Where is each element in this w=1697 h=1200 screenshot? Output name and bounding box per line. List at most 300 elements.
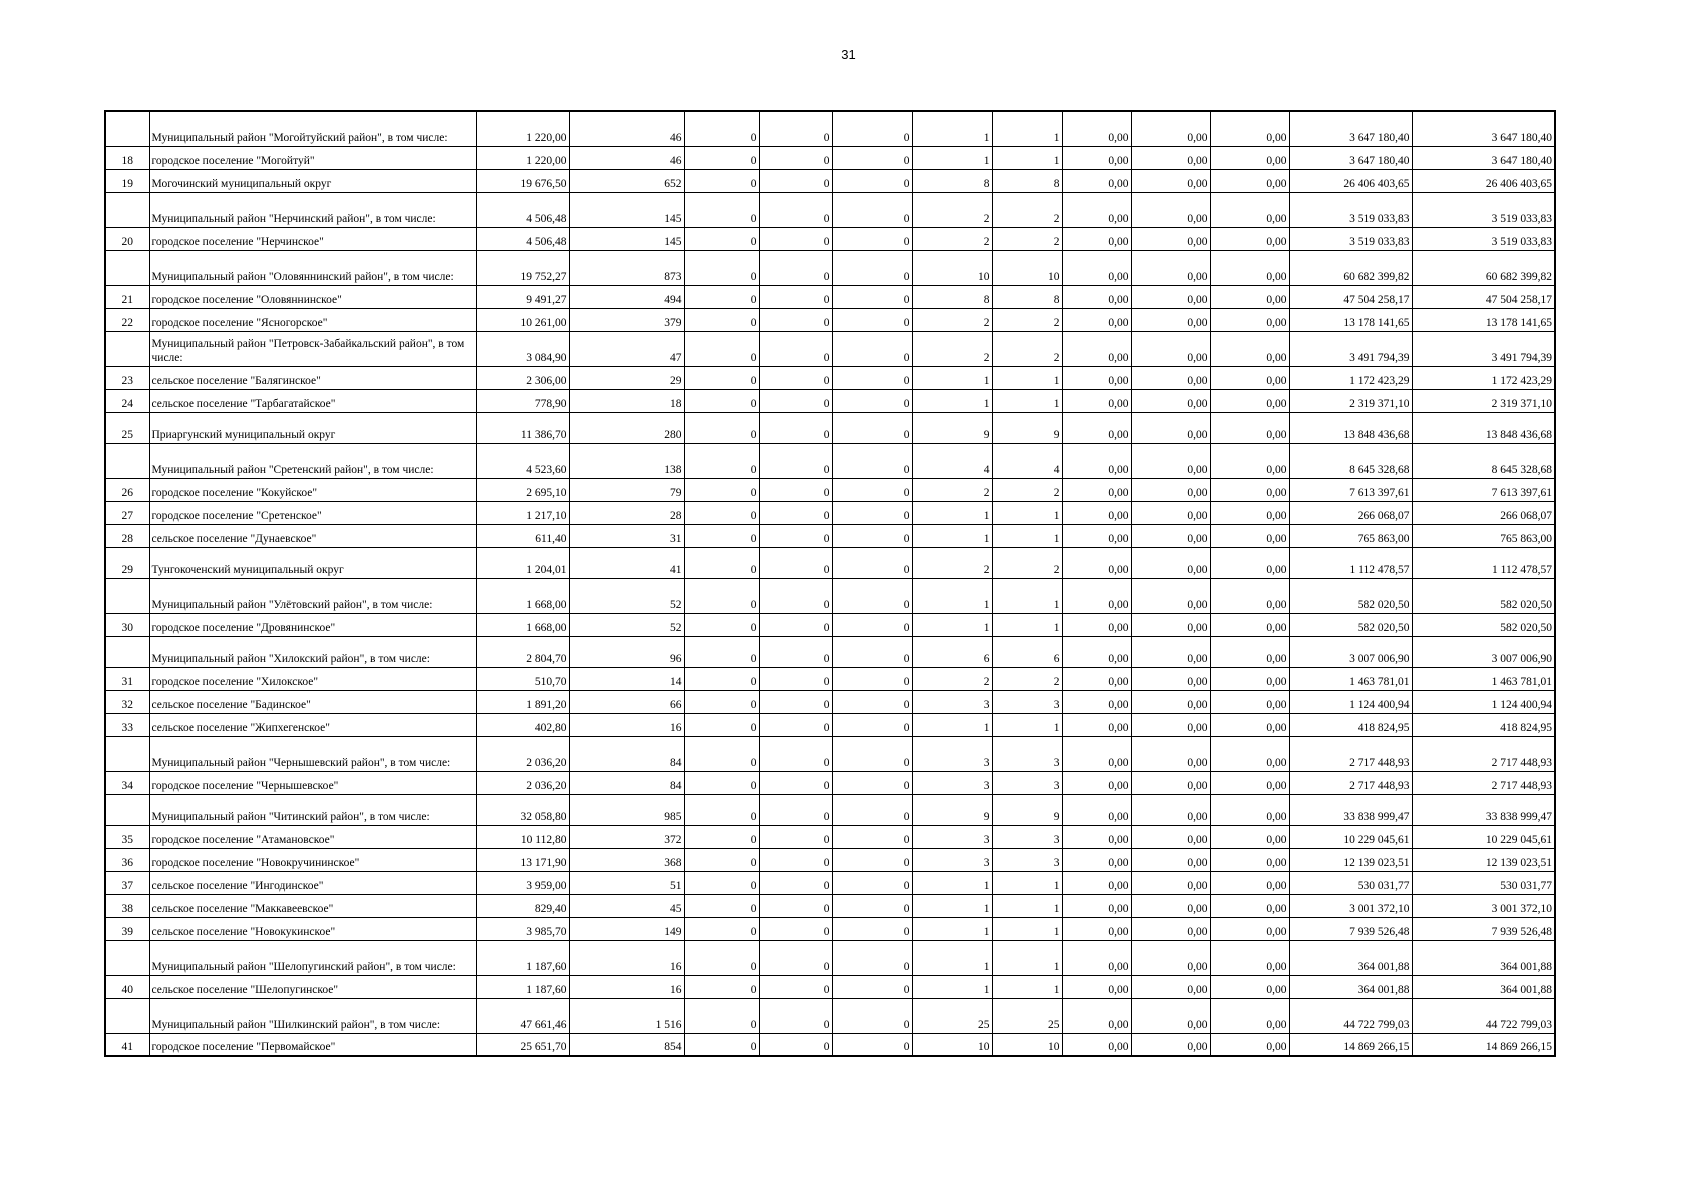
value-cell-11: 765 863,00: [1289, 524, 1412, 547]
municipality-name-cell: сельское поселение "Ингодинское": [149, 871, 476, 894]
value-cell-7: 2: [992, 667, 1062, 690]
table-row: [105, 501, 1555, 524]
value-cell-5: 0: [832, 547, 912, 578]
value-cell-9: 0,00: [1131, 524, 1210, 547]
value-cell-8: 0,00: [1062, 894, 1131, 917]
value-cell-4: 0: [759, 366, 832, 389]
value-cell-1: 2 036,20: [476, 736, 569, 771]
value-cell-12: 3 519 033,83: [1412, 227, 1555, 250]
value-cell-3: 0: [684, 192, 759, 227]
value-cell-11: 3 647 180,40: [1289, 111, 1412, 146]
value-cell-1: 510,70: [476, 667, 569, 690]
value-cell-11: 1 112 478,57: [1289, 547, 1412, 578]
value-cell-1: 4 506,48: [476, 227, 569, 250]
value-cell-10: 0,00: [1210, 894, 1289, 917]
value-cell-11: 13 178 141,65: [1289, 308, 1412, 331]
value-cell-1: 1 204,01: [476, 547, 569, 578]
value-cell-9: 0,00: [1131, 250, 1210, 285]
value-cell-7: 1: [992, 501, 1062, 524]
row-number-cell: 38: [105, 894, 149, 917]
value-cell-4: 0: [759, 501, 832, 524]
row-number-cell: 34: [105, 771, 149, 794]
value-cell-5: 0: [832, 613, 912, 636]
value-cell-1: 3 959,00: [476, 871, 569, 894]
value-cell-10: 0,00: [1210, 192, 1289, 227]
value-cell-8: 0,00: [1062, 848, 1131, 871]
value-cell-4: 0: [759, 308, 832, 331]
value-cell-12: 7 613 397,61: [1412, 478, 1555, 501]
value-cell-1: 3 084,90: [476, 331, 569, 366]
value-cell-10: 0,00: [1210, 636, 1289, 667]
value-cell-8: 0,00: [1062, 501, 1131, 524]
value-cell-10: 0,00: [1210, 389, 1289, 412]
value-cell-3: 0: [684, 578, 759, 613]
value-cell-6: 1: [912, 146, 992, 169]
value-cell-2: 29: [569, 366, 684, 389]
value-cell-5: 0: [832, 917, 912, 940]
value-cell-1: 1 217,10: [476, 501, 569, 524]
value-cell-1: 2 306,00: [476, 366, 569, 389]
value-cell-3: 0: [684, 389, 759, 412]
value-cell-11: 8 645 328,68: [1289, 443, 1412, 478]
value-cell-5: 0: [832, 975, 912, 998]
municipality-name-cell: Муниципальный район "Хилокский район", в том числе:: [149, 636, 476, 667]
value-cell-7: 3: [992, 736, 1062, 771]
value-cell-1: 10 261,00: [476, 308, 569, 331]
value-cell-8: 0,00: [1062, 443, 1131, 478]
value-cell-10: 0,00: [1210, 331, 1289, 366]
value-cell-7: 1: [992, 578, 1062, 613]
value-cell-4: 0: [759, 250, 832, 285]
value-cell-6: 1: [912, 366, 992, 389]
row-number-cell: [105, 794, 149, 825]
value-cell-3: 0: [684, 690, 759, 713]
row-number-cell: 39: [105, 917, 149, 940]
value-cell-8: 0,00: [1062, 192, 1131, 227]
value-cell-4: 0: [759, 443, 832, 478]
value-cell-6: 1: [912, 713, 992, 736]
value-cell-9: 0,00: [1131, 825, 1210, 848]
value-cell-8: 0,00: [1062, 871, 1131, 894]
report-table: [104, 110, 1556, 1057]
value-cell-1: 829,40: [476, 894, 569, 917]
value-cell-12: 3 491 794,39: [1412, 331, 1555, 366]
value-cell-12: 33 838 999,47: [1412, 794, 1555, 825]
value-cell-5: 0: [832, 501, 912, 524]
value-cell-6: 3: [912, 825, 992, 848]
value-cell-12: 3 007 006,90: [1412, 636, 1555, 667]
value-cell-2: 41: [569, 547, 684, 578]
value-cell-1: 2 695,10: [476, 478, 569, 501]
table-row: [105, 478, 1555, 501]
value-cell-4: 0: [759, 192, 832, 227]
value-cell-12: 3 647 180,40: [1412, 111, 1555, 146]
value-cell-3: 0: [684, 366, 759, 389]
value-cell-9: 0,00: [1131, 443, 1210, 478]
row-number-cell: 36: [105, 848, 149, 871]
table-row: [105, 713, 1555, 736]
value-cell-10: 0,00: [1210, 713, 1289, 736]
value-cell-5: 0: [832, 940, 912, 975]
value-cell-10: 0,00: [1210, 736, 1289, 771]
value-cell-9: 0,00: [1131, 917, 1210, 940]
value-cell-4: 0: [759, 524, 832, 547]
value-cell-9: 0,00: [1131, 412, 1210, 443]
value-cell-6: 25: [912, 998, 992, 1033]
value-cell-4: 0: [759, 771, 832, 794]
value-cell-8: 0,00: [1062, 547, 1131, 578]
value-cell-5: 0: [832, 412, 912, 443]
value-cell-4: 0: [759, 285, 832, 308]
value-cell-7: 1: [992, 366, 1062, 389]
value-cell-3: 0: [684, 501, 759, 524]
table-row: [105, 331, 1555, 366]
value-cell-6: 2: [912, 547, 992, 578]
municipality-name-cell: сельское поселение "Дунаевское": [149, 524, 476, 547]
value-cell-10: 0,00: [1210, 667, 1289, 690]
municipality-name-cell: Муниципальный район "Улётовский район", в том числе:: [149, 578, 476, 613]
value-cell-6: 1: [912, 871, 992, 894]
value-cell-2: 96: [569, 636, 684, 667]
municipality-name-cell: городское поселение "Оловяннинское": [149, 285, 476, 308]
value-cell-5: 0: [832, 713, 912, 736]
table-row: [105, 366, 1555, 389]
value-cell-12: 3 519 033,83: [1412, 192, 1555, 227]
value-cell-3: 0: [684, 111, 759, 146]
row-number-cell: 31: [105, 667, 149, 690]
value-cell-3: 0: [684, 250, 759, 285]
value-cell-6: 2: [912, 478, 992, 501]
row-number-cell: [105, 940, 149, 975]
value-cell-9: 0,00: [1131, 227, 1210, 250]
municipality-name-cell: Муниципальный район "Чернышевский район", в том числе:: [149, 736, 476, 771]
municipality-name-cell: городское поселение "Новокручининское": [149, 848, 476, 871]
value-cell-2: 368: [569, 848, 684, 871]
value-cell-4: 0: [759, 636, 832, 667]
value-cell-7: 1: [992, 975, 1062, 998]
value-cell-12: 2 717 448,93: [1412, 771, 1555, 794]
value-cell-2: 51: [569, 871, 684, 894]
value-cell-2: 79: [569, 478, 684, 501]
row-number-cell: [105, 736, 149, 771]
table-row: [105, 169, 1555, 192]
value-cell-11: 3 001 372,10: [1289, 894, 1412, 917]
value-cell-9: 0,00: [1131, 613, 1210, 636]
table-row: [105, 917, 1555, 940]
value-cell-5: 0: [832, 894, 912, 917]
value-cell-7: 2: [992, 547, 1062, 578]
municipality-name-cell: городское поселение "Чернышевское": [149, 771, 476, 794]
value-cell-11: 2 319 371,10: [1289, 389, 1412, 412]
table-row: [105, 771, 1555, 794]
value-cell-10: 0,00: [1210, 871, 1289, 894]
municipality-name-cell: Муниципальный район "Шилкинский район", в том числе:: [149, 998, 476, 1033]
municipality-name-cell: городское поселение "Атамановское": [149, 825, 476, 848]
value-cell-10: 0,00: [1210, 227, 1289, 250]
value-cell-11: 266 068,07: [1289, 501, 1412, 524]
municipality-name-cell: сельское поселение "Тарбагатайское": [149, 389, 476, 412]
value-cell-2: 372: [569, 825, 684, 848]
table-row: [105, 690, 1555, 713]
value-cell-2: 52: [569, 613, 684, 636]
value-cell-10: 0,00: [1210, 998, 1289, 1033]
value-cell-4: 0: [759, 667, 832, 690]
value-cell-8: 0,00: [1062, 667, 1131, 690]
value-cell-4: 0: [759, 825, 832, 848]
municipality-name-cell: Могочинский муниципальный округ: [149, 169, 476, 192]
value-cell-5: 0: [832, 794, 912, 825]
municipality-name-cell: городское поселение "Хилокское": [149, 667, 476, 690]
table-row: [105, 146, 1555, 169]
value-cell-11: 2 717 448,93: [1289, 771, 1412, 794]
value-cell-12: 44 722 799,03: [1412, 998, 1555, 1033]
value-cell-7: 3: [992, 690, 1062, 713]
value-cell-10: 0,00: [1210, 412, 1289, 443]
value-cell-2: 985: [569, 794, 684, 825]
value-cell-1: 1 220,00: [476, 146, 569, 169]
value-cell-12: 418 824,95: [1412, 713, 1555, 736]
value-cell-2: 379: [569, 308, 684, 331]
value-cell-10: 0,00: [1210, 690, 1289, 713]
value-cell-1: 778,90: [476, 389, 569, 412]
table-row: [105, 578, 1555, 613]
value-cell-8: 0,00: [1062, 308, 1131, 331]
value-cell-9: 0,00: [1131, 940, 1210, 975]
value-cell-12: 1 172 423,29: [1412, 366, 1555, 389]
value-cell-5: 0: [832, 998, 912, 1033]
row-number-cell: 27: [105, 501, 149, 524]
value-cell-1: 10 112,80: [476, 825, 569, 848]
value-cell-4: 0: [759, 146, 832, 169]
value-cell-10: 0,00: [1210, 975, 1289, 998]
value-cell-10: 0,00: [1210, 917, 1289, 940]
value-cell-11: 3 491 794,39: [1289, 331, 1412, 366]
value-cell-5: 0: [832, 478, 912, 501]
value-cell-2: 145: [569, 192, 684, 227]
value-cell-3: 0: [684, 636, 759, 667]
table-row: [105, 613, 1555, 636]
value-cell-7: 1: [992, 940, 1062, 975]
value-cell-9: 0,00: [1131, 389, 1210, 412]
value-cell-6: 2: [912, 308, 992, 331]
municipality-name-cell: сельское поселение "Бадинское": [149, 690, 476, 713]
value-cell-12: 7 939 526,48: [1412, 917, 1555, 940]
value-cell-11: 10 229 045,61: [1289, 825, 1412, 848]
value-cell-9: 0,00: [1131, 894, 1210, 917]
value-cell-2: 84: [569, 736, 684, 771]
row-number-cell: [105, 443, 149, 478]
row-number-cell: 41: [105, 1033, 149, 1056]
value-cell-2: 14: [569, 667, 684, 690]
value-cell-12: 364 001,88: [1412, 975, 1555, 998]
value-cell-5: 0: [832, 227, 912, 250]
municipality-name-cell: Муниципальный район "Нерчинский район", в том числе:: [149, 192, 476, 227]
value-cell-7: 10: [992, 250, 1062, 285]
value-cell-5: 0: [832, 146, 912, 169]
value-cell-2: 138: [569, 443, 684, 478]
value-cell-11: 60 682 399,82: [1289, 250, 1412, 285]
value-cell-11: 364 001,88: [1289, 940, 1412, 975]
row-number-cell: 22: [105, 308, 149, 331]
municipality-name-cell: сельское поселение "Балягинское": [149, 366, 476, 389]
value-cell-9: 0,00: [1131, 578, 1210, 613]
value-cell-4: 0: [759, 111, 832, 146]
value-cell-3: 0: [684, 825, 759, 848]
value-cell-9: 0,00: [1131, 308, 1210, 331]
value-cell-8: 0,00: [1062, 613, 1131, 636]
table-row: [105, 308, 1555, 331]
value-cell-11: 33 838 999,47: [1289, 794, 1412, 825]
value-cell-12: 12 139 023,51: [1412, 848, 1555, 871]
value-cell-1: 9 491,27: [476, 285, 569, 308]
value-cell-2: 16: [569, 713, 684, 736]
value-cell-9: 0,00: [1131, 366, 1210, 389]
value-cell-11: 13 848 436,68: [1289, 412, 1412, 443]
value-cell-4: 0: [759, 736, 832, 771]
value-cell-7: 1: [992, 146, 1062, 169]
value-cell-1: 4 506,48: [476, 192, 569, 227]
municipality-name-cell: городское поселение "Кокуйское": [149, 478, 476, 501]
municipality-name-cell: Муниципальный район "Могойтуйский район", в том числе:: [149, 111, 476, 146]
value-cell-8: 0,00: [1062, 736, 1131, 771]
value-cell-8: 0,00: [1062, 169, 1131, 192]
value-cell-11: 12 139 023,51: [1289, 848, 1412, 871]
municipality-name-cell: Муниципальный район "Сретенский район", в том числе:: [149, 443, 476, 478]
municipality-name-cell: городское поселение "Дровянинское": [149, 613, 476, 636]
value-cell-1: 4 523,60: [476, 443, 569, 478]
value-cell-5: 0: [832, 443, 912, 478]
value-cell-7: 2: [992, 227, 1062, 250]
value-cell-12: 364 001,88: [1412, 940, 1555, 975]
value-cell-3: 0: [684, 308, 759, 331]
value-cell-7: 4: [992, 443, 1062, 478]
value-cell-6: 3: [912, 848, 992, 871]
value-cell-2: 873: [569, 250, 684, 285]
value-cell-3: 0: [684, 285, 759, 308]
value-cell-12: 14 869 266,15: [1412, 1033, 1555, 1056]
value-cell-4: 0: [759, 1033, 832, 1056]
value-cell-8: 0,00: [1062, 713, 1131, 736]
value-cell-3: 0: [684, 169, 759, 192]
value-cell-7: 1: [992, 713, 1062, 736]
value-cell-8: 0,00: [1062, 366, 1131, 389]
value-cell-4: 0: [759, 547, 832, 578]
value-cell-9: 0,00: [1131, 478, 1210, 501]
value-cell-7: 1: [992, 524, 1062, 547]
municipality-name-cell: Муниципальный район "Шелопугинский район", в том числе:: [149, 940, 476, 975]
table-row: [105, 443, 1555, 478]
value-cell-4: 0: [759, 871, 832, 894]
value-cell-9: 0,00: [1131, 1033, 1210, 1056]
value-cell-5: 0: [832, 331, 912, 366]
value-cell-7: 8: [992, 285, 1062, 308]
value-cell-7: 2: [992, 478, 1062, 501]
value-cell-6: 4: [912, 443, 992, 478]
value-cell-8: 0,00: [1062, 975, 1131, 998]
value-cell-3: 0: [684, 998, 759, 1033]
value-cell-1: 1 187,60: [476, 975, 569, 998]
value-cell-6: 8: [912, 169, 992, 192]
value-cell-10: 0,00: [1210, 111, 1289, 146]
value-cell-2: 854: [569, 1033, 684, 1056]
value-cell-5: 0: [832, 111, 912, 146]
municipality-name-cell: городское поселение "Сретенское": [149, 501, 476, 524]
value-cell-5: 0: [832, 848, 912, 871]
table-row: [105, 871, 1555, 894]
value-cell-6: 2: [912, 331, 992, 366]
value-cell-9: 0,00: [1131, 285, 1210, 308]
table-row: [105, 285, 1555, 308]
table-row: [105, 794, 1555, 825]
value-cell-3: 0: [684, 848, 759, 871]
table-row: [105, 111, 1555, 146]
value-cell-7: 9: [992, 794, 1062, 825]
value-cell-8: 0,00: [1062, 771, 1131, 794]
value-cell-3: 0: [684, 524, 759, 547]
row-number-cell: 40: [105, 975, 149, 998]
value-cell-12: 10 229 045,61: [1412, 825, 1555, 848]
table-row: [105, 192, 1555, 227]
value-cell-10: 0,00: [1210, 250, 1289, 285]
row-number-cell: 32: [105, 690, 149, 713]
value-cell-9: 0,00: [1131, 636, 1210, 667]
value-cell-2: 84: [569, 771, 684, 794]
value-cell-2: 18: [569, 389, 684, 412]
value-cell-10: 0,00: [1210, 613, 1289, 636]
value-cell-12: 3 001 372,10: [1412, 894, 1555, 917]
table-row: [105, 667, 1555, 690]
value-cell-1: 2 804,70: [476, 636, 569, 667]
row-number-cell: 28: [105, 524, 149, 547]
value-cell-5: 0: [832, 308, 912, 331]
value-cell-7: 1: [992, 613, 1062, 636]
value-cell-3: 0: [684, 1033, 759, 1056]
table-row: [105, 636, 1555, 667]
value-cell-6: 10: [912, 250, 992, 285]
value-cell-4: 0: [759, 940, 832, 975]
value-cell-5: 0: [832, 690, 912, 713]
value-cell-7: 1: [992, 871, 1062, 894]
value-cell-6: 1: [912, 917, 992, 940]
municipality-name-cell: Приаргунский муниципальный округ: [149, 412, 476, 443]
value-cell-6: 2: [912, 227, 992, 250]
value-cell-11: 582 020,50: [1289, 578, 1412, 613]
table-row: [105, 736, 1555, 771]
value-cell-8: 0,00: [1062, 331, 1131, 366]
value-cell-11: 3 007 006,90: [1289, 636, 1412, 667]
value-cell-8: 0,00: [1062, 636, 1131, 667]
row-number-cell: 25: [105, 412, 149, 443]
value-cell-6: 1: [912, 389, 992, 412]
value-cell-2: 652: [569, 169, 684, 192]
value-cell-12: 765 863,00: [1412, 524, 1555, 547]
value-cell-12: 582 020,50: [1412, 578, 1555, 613]
value-cell-3: 0: [684, 894, 759, 917]
municipality-name-cell: городское поселение "Первомайское": [149, 1033, 476, 1056]
value-cell-11: 2 717 448,93: [1289, 736, 1412, 771]
value-cell-9: 0,00: [1131, 667, 1210, 690]
value-cell-3: 0: [684, 443, 759, 478]
value-cell-1: 3 985,70: [476, 917, 569, 940]
value-cell-5: 0: [832, 285, 912, 308]
value-cell-2: 16: [569, 975, 684, 998]
row-number-cell: [105, 192, 149, 227]
value-cell-2: 494: [569, 285, 684, 308]
value-cell-6: 3: [912, 771, 992, 794]
value-cell-3: 0: [684, 771, 759, 794]
value-cell-9: 0,00: [1131, 192, 1210, 227]
value-cell-8: 0,00: [1062, 940, 1131, 975]
